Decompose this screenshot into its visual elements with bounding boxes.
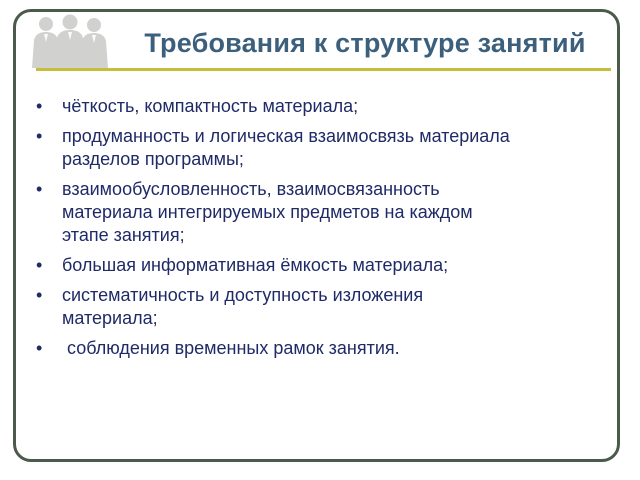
bullet-icon: • — [36, 96, 43, 116]
list-item-text: взаимообусловленность, взаимосвязанность — [62, 179, 440, 199]
list-item — [30, 125, 610, 171]
list-item-text: этапе занятия; — [62, 225, 185, 245]
list-item — [30, 284, 610, 330]
list-item-text: большая информативная ёмкость материала; — [62, 255, 449, 275]
business-people-silhouette-icon — [24, 12, 116, 68]
list-item — [30, 337, 610, 360]
bullet-icon: • — [36, 179, 43, 199]
bullet-icon: • — [36, 338, 43, 358]
list-item-text: продуманность и логическая взаимосвязь материала — [62, 126, 510, 146]
slide-content — [30, 95, 610, 367]
bullet-icon: • — [36, 285, 43, 305]
title-underline — [36, 68, 611, 71]
bullet-icon: • — [36, 255, 43, 275]
list-item — [30, 254, 610, 277]
list-item-text: соблюдения временных рамок занятия. — [62, 338, 400, 358]
list-item — [30, 178, 610, 247]
list-item-text: разделов программы; — [62, 149, 244, 169]
list-item-text: чёткость, компактность материала; — [62, 96, 359, 116]
slide-title: Требования к структуре занятий — [144, 28, 586, 58]
list-item-text: систематичность и доступность изложения — [62, 285, 424, 305]
list-item — [30, 95, 610, 118]
list-item-text: материала; — [62, 308, 158, 328]
list-item-text: материала интегрируемых предметов на каждом — [62, 202, 473, 222]
bullet-icon: • — [36, 126, 43, 146]
requirements-list — [30, 95, 610, 360]
